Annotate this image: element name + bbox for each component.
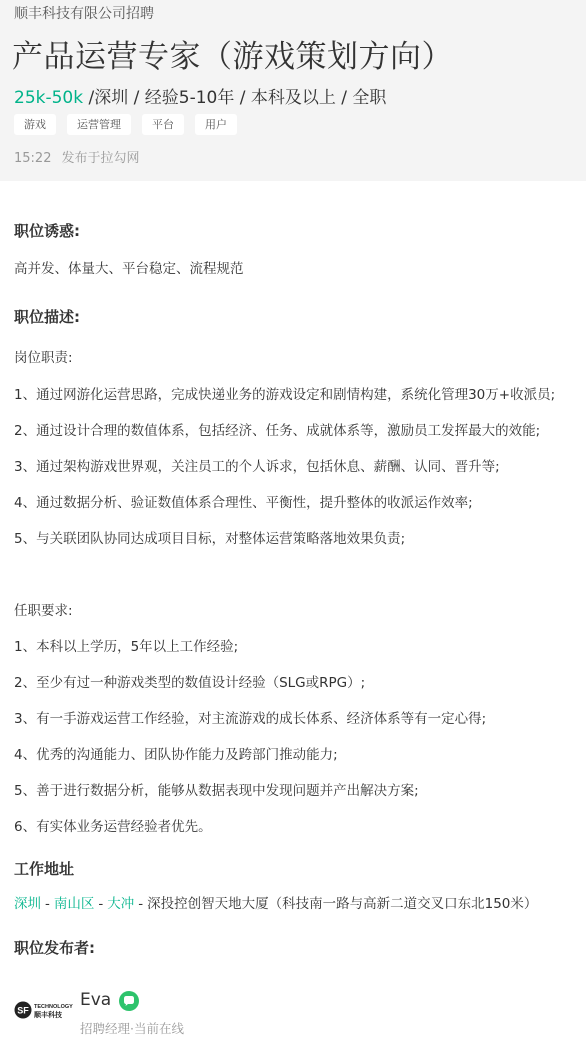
publisher-card[interactable] xyxy=(14,986,334,1036)
section-title-attraction: 职位诱惑: xyxy=(14,222,80,240)
list-item: 3、有一手游戏运营工作经验，对主流游戏的成长体系、经济体系等有一定心得; xyxy=(14,711,487,727)
tag[interactable]: 运营管理 xyxy=(67,114,131,135)
section-title-publisher: 职位发布者: xyxy=(14,939,95,957)
address-separator: - xyxy=(98,896,104,912)
requirements-label: 任职要求: xyxy=(14,603,73,619)
list-item: 4、优秀的沟通能力、团队协作能力及跨部门推动能力; xyxy=(14,747,338,763)
company-logo xyxy=(14,1000,76,1020)
attraction-text: 高并发、体量大、平台稳定、流程规范 xyxy=(14,261,244,277)
job-meta-details: /深圳 / 经验5-10年 / 本科及以上 / 全职 xyxy=(83,88,387,108)
logo-text-bottom: 顺丰科技 xyxy=(34,1011,62,1019)
list-item: 4、通过数据分析、验证数值体系合理性、平衡性，提升整体的收派运作效率; xyxy=(14,495,473,511)
list-item: 5、善于进行数据分析，能够从数据表现中发现问题并产出解决方案; xyxy=(14,783,419,799)
tag[interactable]: 平台 xyxy=(142,114,184,135)
salary: 25k-50k xyxy=(14,88,84,108)
address-district-link[interactable]: 南山区 xyxy=(53,896,95,912)
tag[interactable]: 用户 xyxy=(195,114,237,135)
list-item: 1、本科以上学历，5年以上工作经验; xyxy=(14,639,239,655)
address-city-link[interactable]: 深圳 xyxy=(14,896,41,912)
address-detail: 深投控创智天地大厦（科技南一路与高新二道交叉口东北150米） xyxy=(147,896,538,912)
address-separator: - xyxy=(45,896,50,912)
job-meta xyxy=(14,83,386,108)
logo-mark: SF xyxy=(17,1005,29,1016)
job-header xyxy=(0,0,586,181)
duties-label: 岗位职责: xyxy=(14,350,73,366)
list-item: 2、至少有过一种游戏类型的数值设计经验（SLG或RPG）; xyxy=(14,675,366,691)
publisher-name[interactable]: Eva xyxy=(80,990,112,1010)
tag[interactable]: 游戏 xyxy=(14,114,56,135)
list-item: 6、有实体业务运营经验者优先。 xyxy=(14,819,212,835)
work-address xyxy=(14,892,537,912)
list-item: 1、通过网游化运营思路，完成快递业务的游戏设定和剧情构建，系统化管理30万+收派员; xyxy=(14,387,556,403)
list-item: 3、通过架构游戏世界观，关注员工的个人诉求，包括休息、薪酬、认同、晋升等; xyxy=(14,459,500,475)
section-title-address: 工作地址 xyxy=(14,860,75,878)
publish-info xyxy=(14,147,139,166)
company-name[interactable]: 顺丰科技有限公司招聘 xyxy=(14,6,154,22)
publish-time: 15:22 xyxy=(14,151,52,166)
job-tags xyxy=(14,114,237,135)
list-item: 5、与关联团队协同达成项目目标，对整体运营策略落地效果负责; xyxy=(14,531,406,547)
logo-text-top: TECHNOLOGY xyxy=(34,1004,73,1010)
job-title: 产品运营专家（游戏策划方向） xyxy=(12,39,453,75)
publisher-role-status: 招聘经理·当前在线 xyxy=(80,1021,184,1036)
address-area-link[interactable]: 大冲 xyxy=(107,896,135,912)
chat-bubble-icon[interactable] xyxy=(118,990,140,1012)
publish-source: 发布于拉勾网 xyxy=(61,151,140,166)
address-separator: - xyxy=(138,896,144,912)
section-title-description: 职位描述: xyxy=(14,308,80,326)
list-item: 2、通过设计合理的数值体系，包括经济、任务、成就体系等，激励员工发挥最大的效能; xyxy=(14,423,541,439)
